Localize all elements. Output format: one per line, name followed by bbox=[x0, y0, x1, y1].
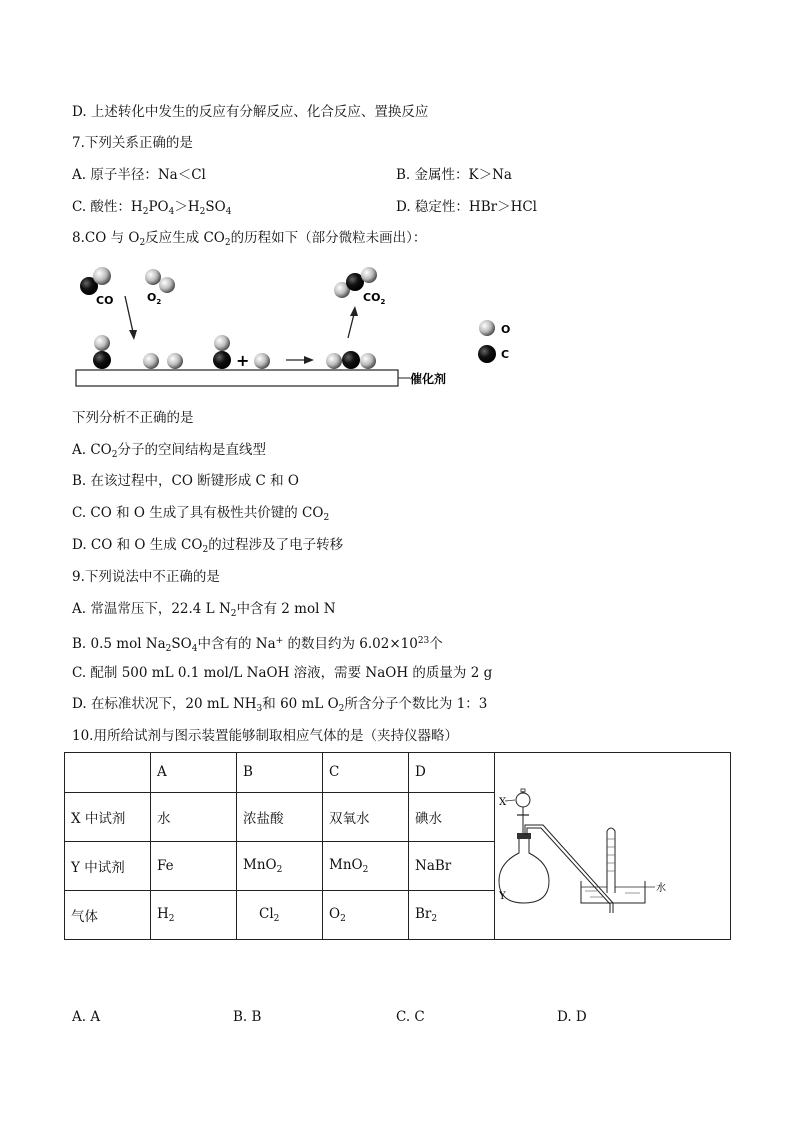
table-row-label: X 中试剂 bbox=[65, 792, 151, 841]
q7-option-a: A. 原子半径：Na＜Cl bbox=[72, 167, 206, 183]
legend-c: C bbox=[501, 348, 510, 361]
q10-answer-c: C. C bbox=[396, 1009, 425, 1025]
table-cell: $H_2$ bbox=[151, 890, 237, 939]
q8-prompt: 下列分析不正确的是 bbox=[72, 410, 194, 426]
table-cell: $Br_2$ bbox=[409, 890, 495, 939]
table-header-cell: A bbox=[151, 753, 237, 793]
table-cell: 水 bbox=[151, 792, 237, 841]
apparatus-x-label: X bbox=[499, 797, 507, 808]
table-cell: MnO$_2$ bbox=[323, 841, 409, 890]
q10-answer-d: D. D bbox=[557, 1009, 587, 1025]
q7-option-b: B. 金属性：K＞Na bbox=[396, 167, 512, 183]
q9-option-b: B. 0.5 mol $Na_2SO_4$中含有的 Na+ 的数目约为 $6.02\times 10^{23}$个 bbox=[72, 636, 443, 654]
q8-option-d: D. CO 和 O 生成 $CO_2$的过程涉及了电子转移 bbox=[72, 537, 344, 555]
q10-table bbox=[64, 752, 731, 940]
apparatus-diagram bbox=[495, 753, 729, 935]
table-header-cell: C bbox=[323, 753, 409, 793]
q9-option-c: C. 配制 500 mL 0.1 mol/L NaOH 溶液，需要 NaOH 的质量为 2 g bbox=[72, 665, 493, 681]
o2-label: $O_2$ bbox=[147, 291, 162, 306]
q8-stem: 8.CO 与 $O_2$反应生成 $CO_2$的历程如下（部分微粒未画出）： bbox=[72, 230, 427, 248]
table-header-cell bbox=[65, 753, 151, 793]
table-row-label: 气体 bbox=[65, 890, 151, 939]
q8-option-a: A. $CO_2$分子的空间结构是直线型 bbox=[72, 442, 266, 460]
q9-stem: 9.下列说法中不正确的是 bbox=[72, 569, 220, 585]
q8-option-c: C. CO 和 O 生成了具有极性共价键的 $CO_2$ bbox=[72, 505, 330, 523]
catalyst-label: 催化剂 bbox=[410, 372, 447, 386]
table-cell: MnO$_2$ bbox=[237, 841, 323, 890]
co-label: CO bbox=[96, 294, 114, 307]
q6-option-d: D. 上述转化中发生的反应有分解反应、化合反应、置换反应 bbox=[72, 104, 429, 120]
q8-reaction-diagram bbox=[70, 258, 530, 393]
table-cell: 碘水 bbox=[409, 792, 495, 841]
table-row bbox=[65, 753, 731, 793]
q10-stem: 10.用所给试剂与图示装置能够制取相应气体的是（夹持仪器略） bbox=[72, 728, 458, 744]
table-cell: 浓盐酸 bbox=[237, 792, 323, 841]
q8-option-b: B. 在该过程中，CO 断键形成 C 和 O bbox=[72, 473, 299, 489]
table-header-cell: D bbox=[409, 753, 495, 793]
plus-sign: + bbox=[236, 351, 250, 370]
legend-o: O bbox=[501, 323, 511, 336]
apparatus-cell bbox=[495, 753, 731, 940]
table-cell: Fe bbox=[151, 841, 237, 890]
table-header-cell: B bbox=[237, 753, 323, 793]
apparatus-water-label: 水 bbox=[656, 883, 666, 894]
co2-label: $CO_2$ bbox=[363, 291, 386, 306]
q7-stem: 7.下列关系正确的是 bbox=[72, 135, 193, 151]
q10-answer-a: A. A bbox=[72, 1009, 101, 1025]
table-cell: 双氧水 bbox=[323, 792, 409, 841]
table-cell: $O_2$ bbox=[323, 890, 409, 939]
q10-answer-b: B. B bbox=[233, 1009, 262, 1025]
q9-option-d: D. 在标准状况下，20 mL $NH_3$和 60 mL $O_2$所含分子个数比为 1：3 bbox=[72, 696, 488, 714]
table-cell: NaBr bbox=[409, 841, 495, 890]
q7-option-d: D. 稳定性：HBr＞HCl bbox=[396, 199, 537, 215]
table-row-label: Y 中试剂 bbox=[65, 841, 151, 890]
table-cell: $Cl_2$ bbox=[237, 890, 323, 939]
q9-option-a: A. 常温常压下，22.4 L $N_2$中含有 2 mol N bbox=[72, 601, 336, 619]
catalyst-surface bbox=[76, 370, 398, 386]
apparatus-y-label: Y bbox=[499, 891, 506, 902]
q7-option-c: C. 酸性：$H_2PO_4>H_2SO_4$ bbox=[72, 199, 232, 217]
